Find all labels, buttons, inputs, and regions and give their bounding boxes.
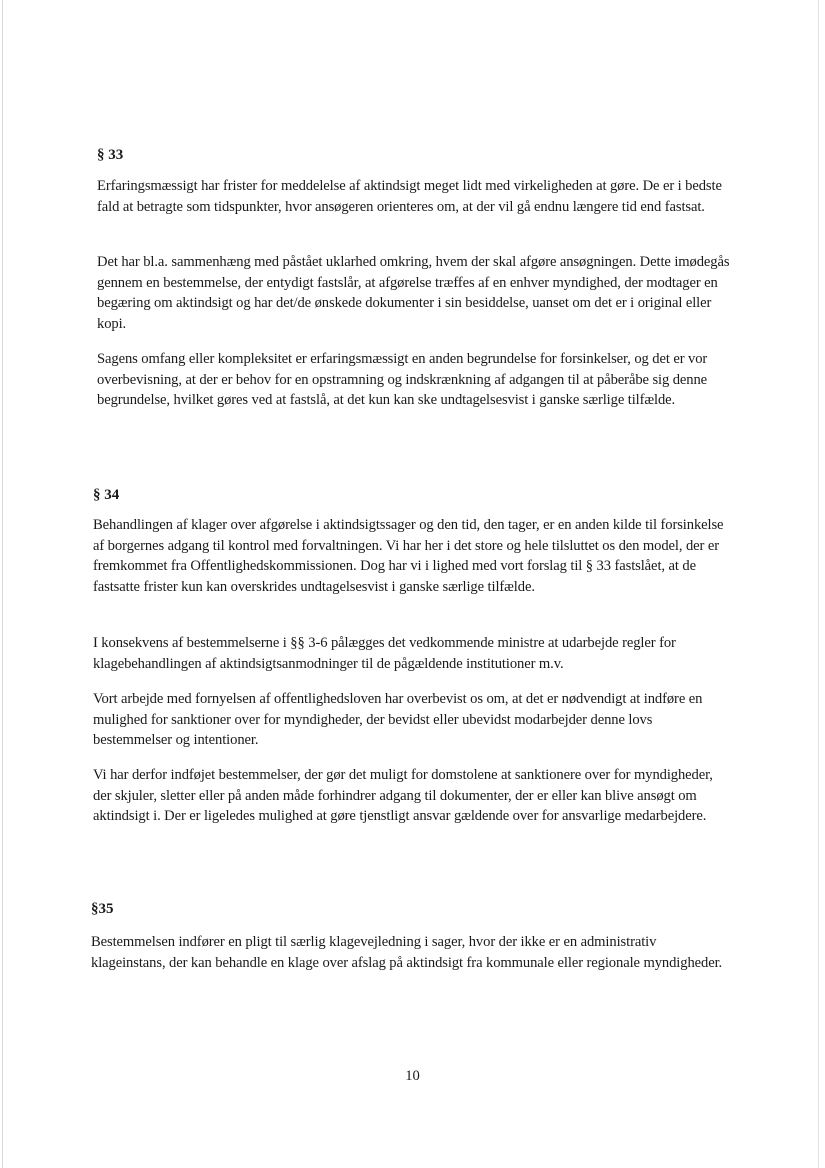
section-35-paragraph-1: Bestemmelsen indfører en pligt til særlig klagevejledning i sager, hvor der ikke er en administrativ klageinstans, der kan behandle en klage over afslag på aktindsigt fra kommunale eller regionale myndigheder. [91, 934, 723, 971]
page-number: 10 [405, 1068, 420, 1084]
section-34-paragraph-3: Vort arbejde med fornyelsen af offentlighedsloven har overbevist os om, at det er nødvendigt at indføre en mulighed for sanktioner over for myndigheder, der bevidst eller ubevidst modarbejder denne lovs bestemmelser og intentioner. [93, 691, 703, 749]
section-heading-34: § 34 [93, 487, 120, 503]
section-heading-33: § 33 [97, 147, 124, 163]
section-34-paragraph-4: Vi har derfor indføjet bestemmelser, der gør det muligt for domstolene at sanktionere over for myndigheder, der skjuler, sletter eller på anden måde forhindrer adgang til dokumenter, der er eller kan blive ansøgt om aktindsigt i. Der er ligeledes mulighed at gøre tjenstligt ansvar gældende over for ansvarlige medarbejdere. [93, 767, 713, 825]
section-33-paragraph-2: Det har bl.a. sammenhæng med påstået uklarhed omkring, hvem der skal afgøre ansøgningen. Dette imødegås gennem en bestemmelse, der entydigt fastslår, at afgørelse træffes af en enhver myndighed, der modtager en begæring om aktindsigt og har det/de ønskede dokumenter i sin besiddelse, uanset om det er i original eller kopi. [97, 254, 730, 332]
scan-edge-right [818, 0, 819, 1168]
section-34-paragraph-2: I konsekvens af bestemmelserne i §§ 3-6 pålægges det vedkommende ministre at udarbejde regler for klagebehandlingen af aktindsigtsanmodninger til de pågældende institutioner m.v. [93, 635, 676, 672]
section-33-paragraph-1: Erfaringsmæssigt har frister for meddelelse af aktindsigt meget lidt med virkeligheden at gøre. De er i bedste fald at betragte som tidspunkter, hvor ansøgeren orienteres om, at der vil gå endnu længere tid end fastsat. [97, 178, 722, 215]
section-34-paragraph-1: Behandlingen af klager over afgørelse i aktindsigtssager og den tid, den tager, er en anden kilde til forsinkelse af borgernes adgang til kontrol med forvaltningen. Vi har her i det store og hele tilsluttet os den model, der er fremkommet fra Offentlighedskommissionen. Dog har vi i lighed med vort forslag til § 33 fastslået, at de fastsatte frister kun kan overskrides undtagelsesvist i ganske særlige tilfælde. [93, 517, 724, 595]
section-33-paragraph-3: Sagens omfang eller kompleksitet er erfaringsmæssigt en anden begrundelse for forsinkelser, og det er vor overbevisning, at der er behov for en opstramning og indskrænkning af adgangen til at påberåbe sig denne begrundelse, hvilket gøres ved at fastslå, at det kun kan ske undtagelsesvist i ganske særlige tilfælde. [97, 351, 708, 409]
scan-edge-left [2, 0, 3, 1168]
section-heading-35: §35 [91, 901, 114, 917]
